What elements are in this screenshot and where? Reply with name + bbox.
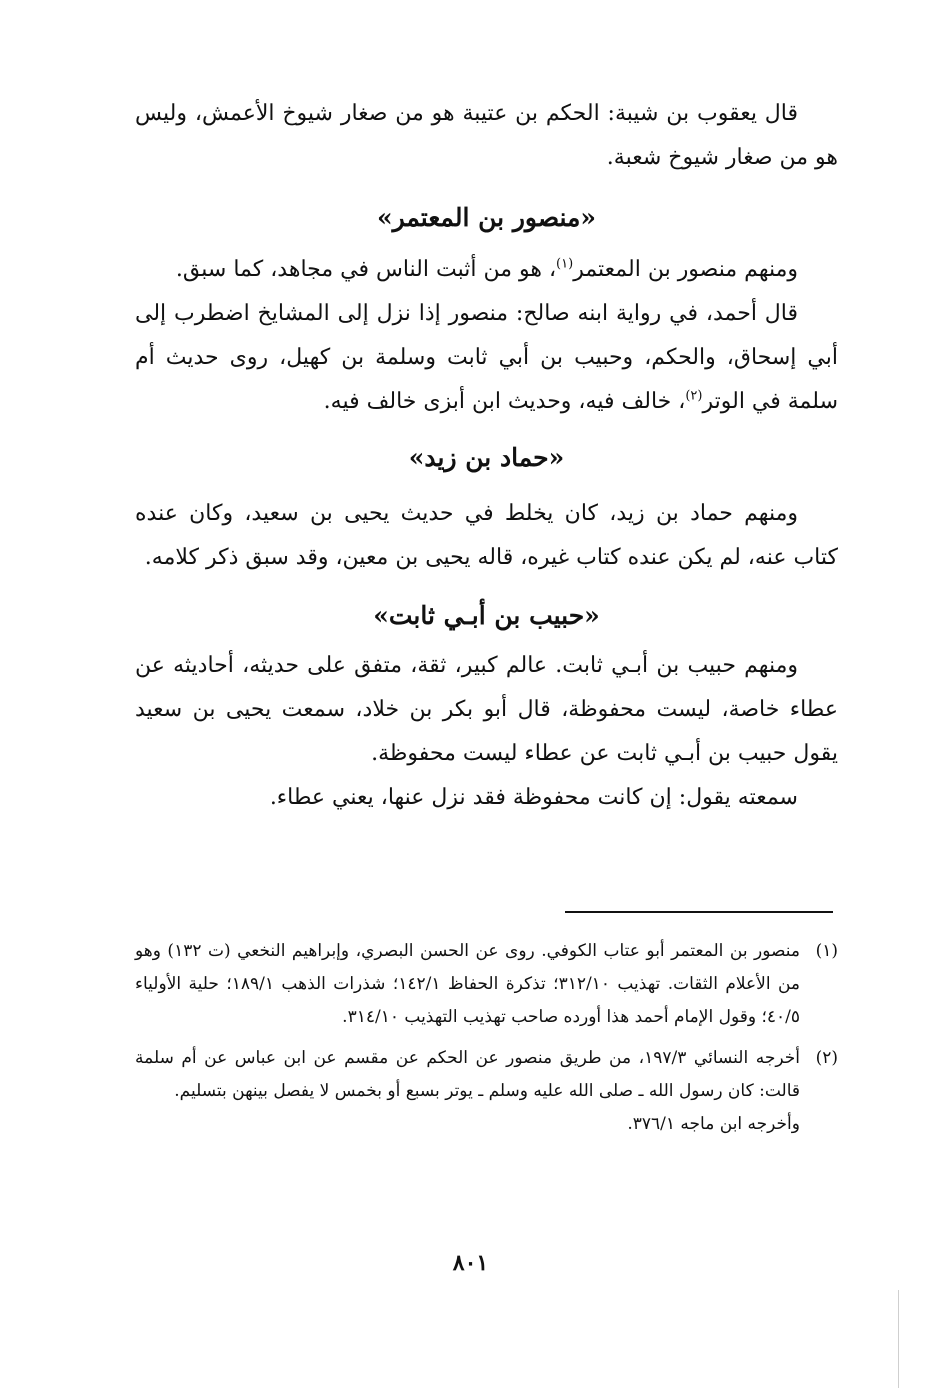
habib-paragraph-2: سمعته يقول: إن كانت محفوظة فقد نزل عنها، يعني عطاء. (269, 785, 798, 810)
mansur-paragraph-2 (135, 292, 838, 424)
footnote-ref-2[interactable]: (٢) (685, 388, 703, 404)
section-heading-habib: «حبيب بن أبـي ثابت» (373, 601, 600, 630)
mansur-paragraph-1 (135, 248, 838, 292)
habib-paragraph-1: ومنهم حبيب بن أبـي ثابت. عالم كبير، ثقة، متفق على حديثه، أحاديثه عن عطاء خاصة، ليست محفوظة، قال أبو بكر بن خلاد، سمعت يحيى بن سعيد يقول حبيب بن أبـي ثابت عن عطاء ليست محفوظة. (135, 653, 838, 766)
section-heading-hammad: «حماد بن زيد» (408, 443, 565, 472)
footnote-2-number: (٢) (815, 1048, 838, 1068)
mansur-p2-text: قال أحمد، في رواية ابنه صالح: منصور إذا نزل إلى المشايخ اضطرب إلى أبي إسحاق، والحكم، وحبيب بن أبي ثابت وسلمة بن كهيل، روى حديث أم سلمة في الوتر (135, 301, 838, 414)
footnote-2-extra: وأخرجه ابن ماجه ٣٧٦/١. (627, 1114, 800, 1134)
footnote-2-text (135, 1042, 800, 1141)
section-heading-mansur: «منصور بن المعتمر» (376, 203, 597, 232)
footnote-2-body: أخرجه النسائي ١٩٧/٣، من طريق منصور عن الحكم عن مقسم عن ابن عباس عن أم سلمة قالت: كان رسول الله ـ صلى الله عليه وسلم ـ يوتر بسبع أو بخمس لا يفصل بينهن بتسليم. (135, 1048, 800, 1101)
page-number: ٨٠١ (452, 1250, 489, 1276)
scan-edge-line (898, 1290, 899, 1388)
footnote-1-text: منصور بن المعتمر أبو عتاب الكوفي. روى عن الحسن البصري، وإبراهيم النخعي (ت ١٣٢) وهو من الأعلام الثقات. تهذيب ٣١٢/١٠؛ تذكرة الحفاظ ١٤٢/١؛ شذرات الذهب ١٨٩/١؛ حلية الأولياء ٤٠/٥؛ وقول الإمام أحمد هذا أورده صاحب تهذيب التهذيب ٣١٤/١٠. (135, 941, 801, 1027)
intro-paragraph: قال يعقوب بن شيبة: الحكم بن عتيبة هو من صغار شيوخ الأعمش، وليس هو من صغار شيوخ شعبة. (135, 101, 838, 170)
hammad-paragraph: ومنهم حماد بن زيد، كان يخلط في حديث يحيى بن سعيد، وكان عنده كتاب عنه، لم يكن عنده كتاب غيره، قاله يحيى بن معين، وقد سبق ذكر كلامه. (135, 501, 838, 570)
mansur-p2-text-end: ، خالف فيه، وحديث ابن أبزى خالف فيه. (323, 389, 686, 414)
mansur-p1-text: ومنهم منصور بن المعتمر (573, 257, 798, 282)
footnote-1 (135, 935, 838, 1034)
footnotes (135, 935, 838, 1141)
footnote-divider (565, 911, 833, 913)
mansur-p1-text-end: ، هو من أثبت الناس في مجاهد، كما سبق. (175, 257, 557, 282)
main-text (135, 92, 838, 820)
footnote-2 (135, 1042, 838, 1141)
footnote-1-number: (١) (815, 941, 838, 961)
footnote-ref-1[interactable]: (١) (556, 256, 574, 272)
